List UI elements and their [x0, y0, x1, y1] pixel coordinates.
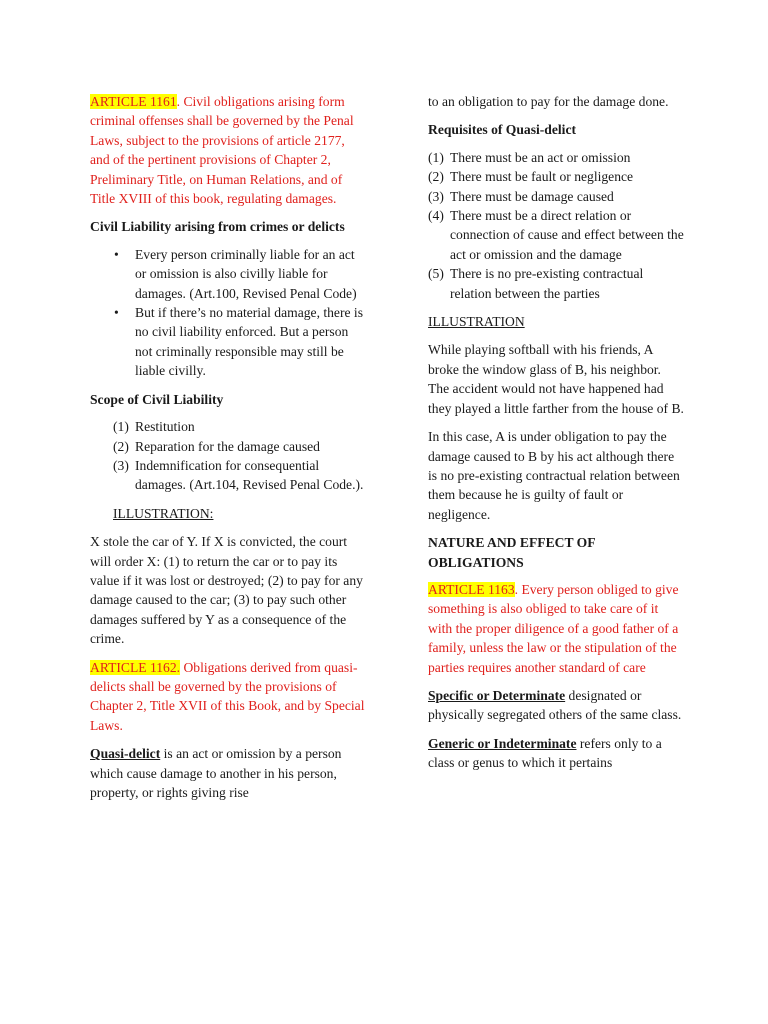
- article-1161-text: . Civil obligations arising form criminal offenses shall be governed by the Penal Laws, subject to the provisions of article 2177, and of the pertinent provisions of Chapter 2, Preliminary Title, on Human Relations, and of Title XVIII of this book, regulating damages.: [90, 94, 354, 207]
- item-number: (5): [428, 266, 444, 282]
- article-1162: [90, 658, 366, 736]
- item-text: Restitution: [135, 419, 195, 435]
- civil-liability-bullets: [90, 245, 366, 381]
- item-number: (3): [428, 188, 444, 204]
- quasi-delict-term: Quasi-delict: [90, 746, 161, 762]
- illustration-label: [113, 504, 366, 523]
- item-text: Indemnification for consequential damages. (Art.104, Revised Penal Code.).: [135, 457, 364, 493]
- illustration-text: X stole the car of Y. If X is convicted, the court will order X: (1) to return the car or to pay its value if it was lost or destroyed; (2) to pay for any damage caused to the car; (3) to pay such other damages suffered by Y as a consequence of the crime.: [90, 534, 363, 647]
- article-1161-label: ARTICLE 1161: [90, 94, 177, 109]
- illustration-paragraph-2: In this case, A is under obligation to pay the damage caused to B by his act although there is no pre-existing contractual relation between them because he is guilty of fault or negligence.: [428, 429, 680, 522]
- item-text: There must be damage caused: [450, 188, 614, 204]
- item-number: (2): [428, 169, 444, 185]
- item-number: (3): [113, 457, 129, 473]
- bullet-text: But if there’s no material damage, there is no civil liability enforced. But a person not criminally responsible may still be liable civilly.: [135, 305, 363, 379]
- article-1162-label: ARTICLE 1162.: [90, 659, 181, 675]
- requisites-list: [428, 148, 684, 303]
- generic-term: Generic or Indeterminate: [428, 735, 577, 751]
- bullet-icon: •: [114, 305, 119, 321]
- bullet-icon: •: [114, 246, 119, 262]
- item-text: There must be a direct relation or connection of cause and effect between the act or omission and the damage: [450, 208, 684, 262]
- continuation-text: to an obligation to pay for the damage done.: [428, 94, 669, 109]
- illustration-label-text: ILLUSTRATION: [428, 314, 525, 330]
- specific-term: Specific or Determinate: [428, 687, 566, 703]
- article-1163: [428, 580, 684, 677]
- illustration-label: [428, 312, 684, 331]
- list-item: [428, 206, 684, 264]
- scope-heading: Scope of Civil Liability: [90, 391, 224, 407]
- article-1161: [90, 92, 366, 208]
- bullet-text: Every person criminally liable for an act or omission is also civilly liable for damages. (Art.100, Revised Penal Code): [135, 246, 357, 301]
- item-text: There is no pre-existing contractual relation between the parties: [450, 266, 644, 301]
- item-text: There must be an act or omission: [450, 149, 631, 165]
- generic-definition: [428, 734, 684, 773]
- quasi-delict-definition: [90, 744, 366, 802]
- illustration-label-text: ILLUSTRATION:: [113, 505, 214, 521]
- item-number: (2): [113, 438, 129, 454]
- list-item: [428, 167, 684, 186]
- right-column: [428, 92, 684, 782]
- item-text: There must be fault or negligence: [450, 169, 634, 185]
- left-column: [90, 92, 366, 811]
- illustration-paragraph-1: While playing softball with his friends, A broke the window glass of B, his neighbor. The accident would not have happened had they played a little farther from the house of B.: [428, 342, 684, 416]
- quasi-delict-text: is an act or omission by a person which cause damage to another in his person, property, or rights giving rise: [90, 746, 342, 800]
- item-number: (4): [428, 208, 444, 224]
- list-item: [90, 303, 366, 381]
- civil-liability-heading: Civil Liability arising from crimes or delicts: [90, 219, 345, 235]
- list-item: [113, 437, 366, 456]
- specific-text: designated or physically segregated others of the same class.: [428, 687, 682, 723]
- list-item: [113, 456, 366, 495]
- scope-list: [90, 417, 366, 495]
- article-1162-text: Obligations derived from quasi-delicts shall be governed by the provisions of Chapter 2, Title XVII of this Book, and by Special Laws.: [90, 659, 365, 733]
- nature-heading: NATURE AND EFFECT OF OBLIGATIONS: [428, 535, 596, 570]
- list-item: [428, 187, 684, 206]
- item-number: (1): [428, 149, 444, 165]
- list-item: [428, 264, 684, 303]
- list-item: [428, 148, 684, 167]
- article-1163-text: . Every person obliged to give something is also obliged to take care of it with the proper diligence of a good father of a family, unless the law or the stipulation of the parties requires another standard of care: [428, 581, 679, 675]
- list-item: [90, 245, 366, 303]
- requisites-heading: Requisites of Quasi-delict: [428, 122, 577, 138]
- specific-definition: [428, 686, 684, 725]
- list-item: [113, 417, 366, 436]
- article-1163-label: ARTICLE 1163: [428, 581, 515, 597]
- item-text: Reparation for the damage caused: [135, 438, 320, 454]
- generic-text: refers only to a class or genus to which it pertains: [428, 735, 662, 771]
- item-number: (1): [113, 419, 129, 435]
